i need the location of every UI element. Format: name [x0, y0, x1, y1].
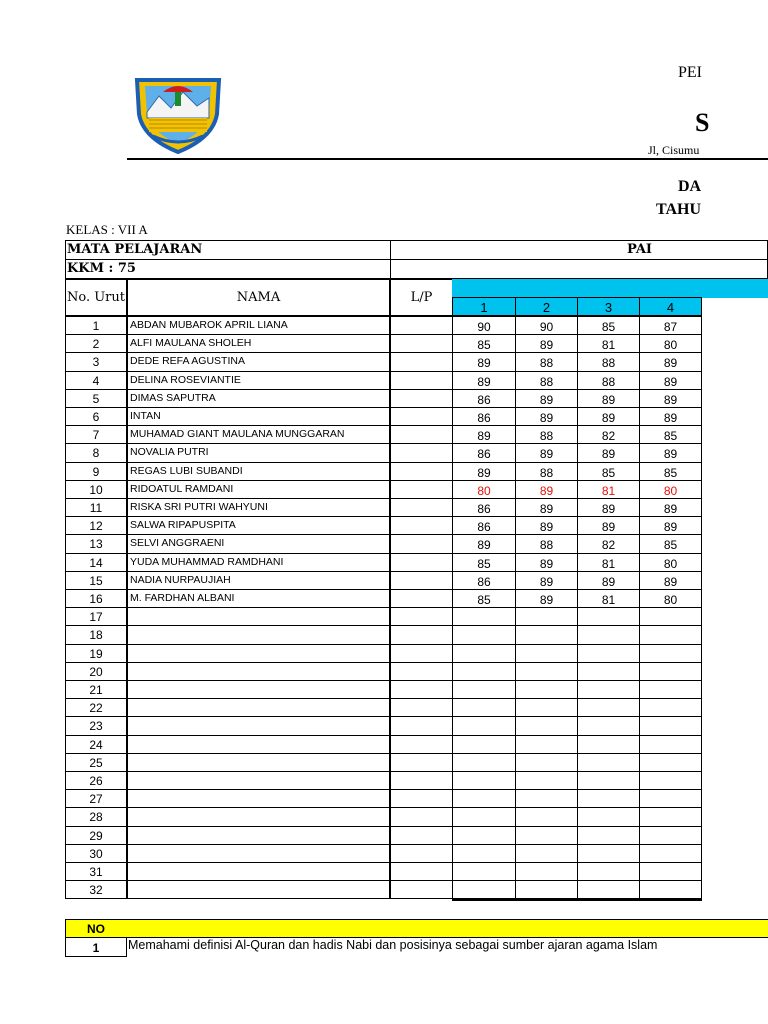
table-bottom-rule	[452, 899, 702, 901]
table-row-score-3: 81	[577, 553, 640, 572]
table-row-no: 9	[65, 462, 127, 481]
table-row-score-1: 89	[452, 462, 516, 481]
table-row-name	[126, 698, 391, 717]
score-col-header-4: 4	[639, 297, 702, 317]
table-row-score-3: 81	[577, 480, 640, 499]
table-row-name: INTAN	[126, 407, 391, 426]
header-school-name: S	[695, 108, 710, 137]
table-row-name	[126, 607, 391, 626]
table-row-no: 6	[65, 407, 127, 426]
table-row-score-3: 89	[577, 516, 640, 535]
table-row-score-1: 85	[452, 553, 516, 572]
table-row-score-3: 89	[577, 498, 640, 517]
table-row-score-4	[639, 789, 702, 808]
table-row-score-1: 86	[452, 443, 516, 462]
table-row-score-1: 86	[452, 498, 516, 517]
table-row-name: YUDA MUHAMMAD RAMDHANI	[126, 553, 391, 572]
table-row-no: 22	[65, 698, 127, 717]
table-row-score-1: 89	[452, 425, 516, 444]
table-row-score-2	[515, 771, 578, 790]
table-row-no: 19	[65, 644, 127, 663]
table-row-score-2	[515, 735, 578, 754]
table-row-name	[126, 880, 391, 899]
table-row-score-4	[639, 844, 702, 863]
table-row-no: 31	[65, 862, 127, 881]
table-row-score-1	[452, 826, 516, 845]
table-row-name: RIDOATUL RAMDANI	[126, 480, 391, 499]
table-row-score-1: 86	[452, 407, 516, 426]
table-row-lp	[390, 644, 453, 663]
table-row-name	[126, 826, 391, 845]
table-row-score-3	[577, 862, 640, 881]
col-nama-label: NAMA	[236, 290, 281, 305]
table-row-score-3: 89	[577, 443, 640, 462]
table-row-score-2: 89	[515, 498, 578, 517]
table-row-score-1	[452, 862, 516, 881]
document-title-2: TAHU	[656, 201, 702, 218]
table-row-score-4	[639, 771, 702, 790]
table-row-no: 13	[65, 534, 127, 553]
header-address: Jl, Cisumu	[648, 143, 700, 157]
table-row-score-4: 89	[639, 407, 702, 426]
table-row-score-2: 88	[515, 352, 578, 371]
table-row-score-3: 81	[577, 334, 640, 353]
table-row-score-2: 89	[515, 480, 578, 499]
table-row-score-4: 80	[639, 480, 702, 499]
table-row-score-3	[577, 789, 640, 808]
table-row-no: 16	[65, 589, 127, 608]
table-row-lp	[390, 516, 453, 535]
table-row-name	[126, 716, 391, 735]
subject-value-cell	[390, 240, 768, 260]
table-row-score-4	[639, 826, 702, 845]
table-row-lp	[390, 334, 453, 353]
table-row-score-4: 85	[639, 462, 702, 481]
table-row-score-4: 85	[639, 425, 702, 444]
table-row-no: 26	[65, 771, 127, 790]
table-row-lp	[390, 553, 453, 572]
table-row-name: RISKA SRI PUTRI WAHYUNI	[126, 498, 391, 517]
table-row-score-1	[452, 753, 516, 772]
table-row-lp	[390, 352, 453, 371]
table-row-score-4	[639, 735, 702, 754]
table-row-score-4: 89	[639, 389, 702, 408]
class-label: KELAS : VII A	[66, 222, 148, 237]
table-row-lp	[390, 807, 453, 826]
table-row-name	[126, 753, 391, 772]
table-row-score-2: 88	[515, 534, 578, 553]
table-row-score-1	[452, 698, 516, 717]
table-row-score-2	[515, 880, 578, 899]
table-row-score-4: 80	[639, 334, 702, 353]
subject-value: PAI	[627, 242, 652, 257]
city-logo	[133, 74, 223, 154]
table-row-score-3: 89	[577, 389, 640, 408]
table-row-score-3	[577, 735, 640, 754]
table-row-score-4: 85	[639, 534, 702, 553]
table-row-score-2	[515, 807, 578, 826]
table-row-score-4	[639, 662, 702, 681]
table-row-score-2	[515, 698, 578, 717]
table-row-score-4: 87	[639, 316, 702, 335]
table-row-score-4	[639, 698, 702, 717]
table-row-score-3: 89	[577, 407, 640, 426]
table-row-name	[126, 735, 391, 754]
table-row-score-1	[452, 880, 516, 899]
table-row-score-2	[515, 844, 578, 863]
col-no-label: No. Urut	[66, 290, 125, 305]
table-row-lp	[390, 407, 453, 426]
table-row-no: 18	[65, 625, 127, 644]
table-row-lp	[390, 589, 453, 608]
table-row-score-2: 89	[515, 334, 578, 353]
score-col-header-3: 3	[577, 297, 640, 317]
table-row-score-3: 82	[577, 425, 640, 444]
table-row-score-2	[515, 680, 578, 699]
table-row-score-2	[515, 644, 578, 663]
table-row-score-2	[515, 607, 578, 626]
table-row-lp	[390, 498, 453, 517]
table-row-score-3	[577, 662, 640, 681]
table-row-no: 8	[65, 443, 127, 462]
table-row-no: 29	[65, 826, 127, 845]
table-row-lp	[390, 698, 453, 717]
table-row-score-1	[452, 771, 516, 790]
table-row-no: 30	[65, 844, 127, 863]
table-row-name: DEDE REFA AGUSTINA	[126, 352, 391, 371]
table-row-lp	[390, 680, 453, 699]
table-row-score-1: 86	[452, 571, 516, 590]
table-row-score-1	[452, 844, 516, 863]
table-row-lp	[390, 480, 453, 499]
table-row-name	[126, 862, 391, 881]
table-row-no: 7	[65, 425, 127, 444]
table-row-score-4	[639, 862, 702, 881]
table-row-no: 25	[65, 753, 127, 772]
table-row-lp	[390, 443, 453, 462]
table-row-score-1	[452, 680, 516, 699]
col-no-header	[65, 278, 127, 317]
table-row-score-4: 89	[639, 443, 702, 462]
table-row-score-3	[577, 625, 640, 644]
table-row-name: NOVALIA PUTRI	[126, 443, 391, 462]
table-row-score-1	[452, 716, 516, 735]
table-row-name: SELVI ANGGRAENI	[126, 534, 391, 553]
table-row-score-3: 81	[577, 589, 640, 608]
table-row-score-3	[577, 826, 640, 845]
table-row-name: REGAS LUBI SUBANDI	[126, 462, 391, 481]
table-row-score-1: 85	[452, 589, 516, 608]
table-row-score-3	[577, 771, 640, 790]
table-row-score-2	[515, 826, 578, 845]
table-row-score-2: 89	[515, 589, 578, 608]
table-row-lp	[390, 389, 453, 408]
table-row-score-3	[577, 716, 640, 735]
score-col-header-2: 2	[515, 297, 578, 317]
table-row-score-2: 89	[515, 407, 578, 426]
table-row-score-4: 89	[639, 371, 702, 390]
table-row-name	[126, 644, 391, 663]
table-row-score-2: 89	[515, 553, 578, 572]
table-row-lp	[390, 880, 453, 899]
table-row-score-3	[577, 698, 640, 717]
table-row-score-3: 85	[577, 462, 640, 481]
table-row-lp	[390, 753, 453, 772]
table-row-score-2	[515, 862, 578, 881]
table-row-score-2	[515, 753, 578, 772]
table-row-score-2: 89	[515, 571, 578, 590]
table-row-no: 21	[65, 680, 127, 699]
table-row-score-4	[639, 716, 702, 735]
table-row-no: 32	[65, 880, 127, 899]
table-row-score-1: 89	[452, 371, 516, 390]
table-row-score-2	[515, 789, 578, 808]
table-row-score-1: 89	[452, 352, 516, 371]
table-row-score-1	[452, 644, 516, 663]
header-line-1: PEI	[678, 64, 702, 81]
table-row-name: DELINA ROSEVIANTIE	[126, 371, 391, 390]
table-row-score-4: 89	[639, 516, 702, 535]
table-row-no: 4	[65, 371, 127, 390]
table-row-score-2	[515, 662, 578, 681]
table-row-name	[126, 625, 391, 644]
table-row-score-1	[452, 789, 516, 808]
table-row-no: 10	[65, 480, 127, 499]
table-row-score-1	[452, 807, 516, 826]
table-row-no: 2	[65, 334, 127, 353]
table-row-lp	[390, 771, 453, 790]
table-row-lp	[390, 625, 453, 644]
table-row-score-4: 89	[639, 498, 702, 517]
table-row-score-2: 88	[515, 462, 578, 481]
table-row-score-1: 86	[452, 516, 516, 535]
table-row-lp	[390, 571, 453, 590]
table-row-score-3: 85	[577, 316, 640, 335]
score-col-header-1: 1	[452, 297, 516, 317]
col-lp-label: L/P	[410, 290, 433, 305]
table-row-score-2: 88	[515, 425, 578, 444]
table-row-score-3	[577, 607, 640, 626]
table-row-score-1: 90	[452, 316, 516, 335]
table-row-score-4	[639, 753, 702, 772]
table-row-score-3	[577, 753, 640, 772]
table-row-score-1: 89	[452, 534, 516, 553]
table-row-no: 3	[65, 352, 127, 371]
table-row-lp	[390, 826, 453, 845]
kd-row-text: Memahami definisi Al-Quran dan hadis Nabi dan posisinya sebagai sumber ajaran agama Islam	[128, 938, 658, 952]
table-row-no: 27	[65, 789, 127, 808]
table-row-score-2: 89	[515, 389, 578, 408]
table-row-name: ALFI MAULANA SHOLEH	[126, 334, 391, 353]
table-row-score-2: 89	[515, 443, 578, 462]
table-row-name: M. FARDHAN ALBANI	[126, 589, 391, 608]
kkm-value-cell	[390, 259, 768, 279]
table-row-score-4: 80	[639, 589, 702, 608]
table-row-score-4: 80	[639, 553, 702, 572]
table-row-lp	[390, 662, 453, 681]
table-row-score-3: 88	[577, 352, 640, 371]
table-row-score-4: 89	[639, 352, 702, 371]
table-row-score-3	[577, 880, 640, 899]
table-row-score-1: 80	[452, 480, 516, 499]
table-row-no: 15	[65, 571, 127, 590]
table-row-score-4	[639, 625, 702, 644]
subject-label: MATA PELAJARAN	[67, 242, 203, 257]
table-row-score-3: 89	[577, 571, 640, 590]
kd-row-no: 1	[65, 937, 127, 957]
table-row-score-2	[515, 716, 578, 735]
table-row-score-4	[639, 880, 702, 899]
table-row-name: MUHAMAD GIANT MAULANA MUNGGARAN	[126, 425, 391, 444]
table-row-name	[126, 680, 391, 699]
table-row-score-2	[515, 625, 578, 644]
table-row-score-1	[452, 625, 516, 644]
table-row-lp	[390, 534, 453, 553]
table-row-name	[126, 789, 391, 808]
table-row-score-1: 85	[452, 334, 516, 353]
table-row-no: 20	[65, 662, 127, 681]
table-row-name	[126, 844, 391, 863]
table-row-lp	[390, 844, 453, 863]
table-row-score-3: 82	[577, 534, 640, 553]
table-row-score-4	[639, 807, 702, 826]
table-row-no: 17	[65, 607, 127, 626]
table-row-score-4	[639, 680, 702, 699]
table-row-lp	[390, 716, 453, 735]
table-row-no: 11	[65, 498, 127, 517]
table-row-score-3	[577, 644, 640, 663]
kd-no-header	[65, 919, 127, 938]
col-nama-header	[126, 278, 391, 317]
table-row-name	[126, 662, 391, 681]
table-row-name: SALWA RIPAPUSPITA	[126, 516, 391, 535]
score-group-header	[452, 278, 768, 298]
table-row-name: DIMAS SAPUTRA	[126, 389, 391, 408]
table-row-score-3	[577, 807, 640, 826]
table-row-lp	[390, 735, 453, 754]
kkm-label: KKM : 75	[67, 261, 136, 276]
table-row-no: 23	[65, 716, 127, 735]
table-row-score-1	[452, 735, 516, 754]
table-row-score-2: 90	[515, 316, 578, 335]
table-row-no: 28	[65, 807, 127, 826]
table-row-score-1	[452, 607, 516, 626]
header-divider	[127, 158, 768, 160]
table-row-score-1	[452, 662, 516, 681]
table-row-score-2: 88	[515, 371, 578, 390]
table-row-score-2: 89	[515, 516, 578, 535]
table-row-name	[126, 771, 391, 790]
table-row-no: 1	[65, 316, 127, 335]
col-lp-header	[390, 278, 453, 317]
table-row-lp	[390, 462, 453, 481]
table-row-lp	[390, 425, 453, 444]
table-row-lp	[390, 607, 453, 626]
table-row-no: 24	[65, 735, 127, 754]
table-row-name: NADIA NURPAUJIAH	[126, 571, 391, 590]
table-row-score-3	[577, 680, 640, 699]
document-title-1: DA	[678, 178, 702, 195]
table-row-score-4	[639, 607, 702, 626]
table-row-score-3	[577, 844, 640, 863]
table-row-name	[126, 807, 391, 826]
subject-label-cell	[65, 240, 391, 260]
table-row-no: 5	[65, 389, 127, 408]
table-row-no: 12	[65, 516, 127, 535]
table-row-lp	[390, 316, 453, 335]
table-row-score-3: 88	[577, 371, 640, 390]
kkm-cell	[65, 259, 391, 279]
table-row-lp	[390, 789, 453, 808]
table-row-score-4: 89	[639, 571, 702, 590]
table-row-lp	[390, 371, 453, 390]
kd-no-label: NO	[87, 922, 105, 936]
table-row-score-4	[639, 644, 702, 663]
table-row-lp	[390, 862, 453, 881]
table-row-no: 14	[65, 553, 127, 572]
table-row-score-1: 86	[452, 389, 516, 408]
table-row-name: ABDAN MUBAROK APRIL LIANA	[126, 316, 391, 335]
